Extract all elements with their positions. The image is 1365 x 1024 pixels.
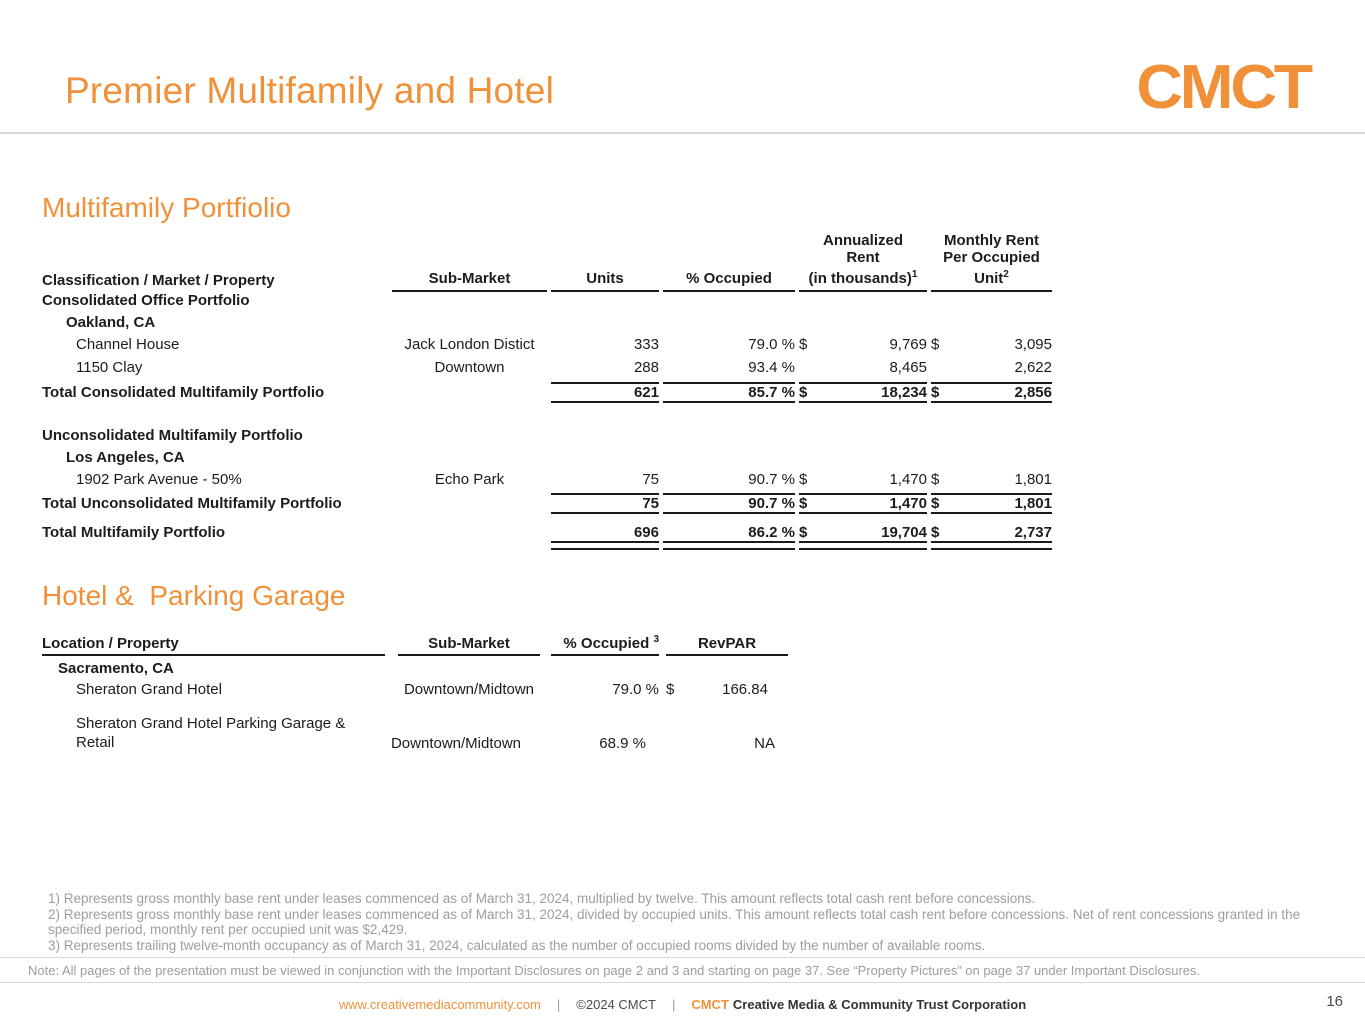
cell-submarket: Downtown/Midtown xyxy=(403,681,535,698)
total-label: Total Consolidated Multifamily Portfolio xyxy=(42,384,325,401)
cell-annualized-rent: $ 18,234 xyxy=(799,384,927,401)
col-occupied: % Occupied xyxy=(663,270,795,292)
footnote-1: 1) Represents gross monthly base rent under leases commenced as of March 31, 2024, multiplied by twelve. This amount reflects total cash rent before concessions. xyxy=(48,891,1036,906)
col-location: Location / Property xyxy=(42,635,385,656)
footnote-ref-3: 3 xyxy=(653,634,659,645)
website-link[interactable]: www.creativemediacommunity.com xyxy=(338,996,541,1012)
cell-submarket: Echo Park xyxy=(434,471,505,488)
multifamily-table xyxy=(42,232,1052,550)
page-title: Premier Multifamily and Hotel xyxy=(65,70,555,111)
footnotes xyxy=(48,891,1330,953)
footer xyxy=(0,988,1365,1020)
cell-occupied: 90.7 % xyxy=(663,493,795,514)
grand-total-row-multifamily xyxy=(42,524,1052,550)
cell-annualized-rent: $ 1,470 xyxy=(799,495,927,512)
cell-annualized-rent: $ 9,769 xyxy=(799,336,927,353)
cell-annualized-rent: $ 19,704 xyxy=(799,524,927,541)
property-name: 1902 Park Avenue - 50% xyxy=(76,471,242,488)
col-revpar: RevPAR xyxy=(666,635,788,656)
copyright-text: ©2024 CMCT xyxy=(576,996,656,1012)
cell-occupied: 85.7 % xyxy=(663,382,795,403)
market-row-los-angeles: Los Angeles, CA xyxy=(66,449,185,466)
table-row-1150-clay xyxy=(42,359,1052,382)
cell-submarket: Downtown/Midtown xyxy=(390,735,522,752)
footnote-2: 2) Represents gross monthly base rent under leases commenced as of March 31, 2024, divided by occupied units. This amount reflects total cash rent before concessions. Net of rent concessions granted in the specified period, monthly rent per occupied unit was $2,429. xyxy=(48,906,1301,937)
total-label: Total Multifamily Portfolio xyxy=(42,524,226,541)
table-row-channel-house xyxy=(42,336,1052,359)
cell-units: 75 xyxy=(551,493,659,514)
cell-occupied: 79.0 % xyxy=(612,681,659,698)
cell-occupied: 93.4 % xyxy=(748,359,795,376)
header-divider xyxy=(0,132,1365,134)
cell-units: 75 xyxy=(642,471,659,488)
multifamily-section-heading: Multifamily Portfiolio xyxy=(42,192,291,223)
cell-monthly-rent: $ 1,801 xyxy=(931,471,1052,488)
footnote-3: 3) Represents trailing twelve-month occupancy as of March 31, 2024, calculated as the number of occupied rooms divided by the number of available rooms. xyxy=(48,937,986,953)
footer-separator: | xyxy=(671,996,676,1012)
col-units: Units xyxy=(551,270,659,292)
cell-monthly-rent: 2,622 xyxy=(1014,359,1052,376)
cell-occupied: 68.9 % xyxy=(599,735,646,752)
multifamily-table-header xyxy=(42,232,1052,292)
cell-annualized-rent: $ 1,470 xyxy=(799,471,927,488)
property-name: Sheraton Grand Hotel Parking Garage & Retail xyxy=(76,715,346,751)
footnote-ref-1: 1 xyxy=(911,269,918,280)
total-row-unconsolidated xyxy=(42,493,1052,518)
col-monthly-rent: Monthly Rent Per Occupied Unit$^2$ xyxy=(931,232,1052,292)
property-name: 1150 Clay xyxy=(76,359,143,376)
page-number: 16 xyxy=(1326,993,1343,1010)
col-occupied: % Occupied $^3$ xyxy=(551,634,659,656)
cell-units: 621 xyxy=(551,382,659,403)
footer-separator: | xyxy=(556,996,561,1012)
cell-revpar: NA xyxy=(754,735,775,752)
table-row-1902-park-avenue xyxy=(42,471,1052,493)
cell-monthly-rent: $ 2,737 xyxy=(931,524,1052,541)
cell-monthly-rent: $ 2,856 xyxy=(931,384,1052,401)
col-submarket: Sub-Market xyxy=(392,270,547,292)
hotel-table xyxy=(42,628,790,752)
group-row-unconsolidated: Unconsolidated Multifamily Portfolio xyxy=(42,427,303,444)
cell-occupied: 86.2 % xyxy=(663,524,795,543)
hotel-table-header xyxy=(42,628,790,656)
cell-units: 333 xyxy=(633,336,659,353)
footer-company-name: Creative Media & Community Trust Corporation xyxy=(732,996,1027,1012)
property-name: Sheraton Grand Hotel xyxy=(76,681,222,698)
group-row-consolidated: Consolidated Office Portfolio xyxy=(42,292,250,309)
cell-occupied: 79.0 % xyxy=(748,336,795,353)
total-row-consolidated xyxy=(42,382,1052,407)
table-row-sheraton-parking-garage xyxy=(42,706,790,752)
market-row-sacramento: Sacramento, CA xyxy=(58,659,174,677)
market-row-oakland: Oakland, CA xyxy=(66,314,156,331)
property-name: Channel House xyxy=(76,336,180,353)
disclosure-note: Note: All pages of the presentation must be viewed in conjunction with the Important Disclosures on page 2 and 3 and starting on page 37. See “Property Pictures” on page 37 under Important Disclosures. xyxy=(0,957,1365,983)
total-label: Total Unconsolidated Multifamily Portfolio xyxy=(42,495,342,512)
cell-units: 696 xyxy=(551,524,659,543)
col-submarket: Sub-Market xyxy=(398,635,540,656)
footnote-ref-2: 2 xyxy=(1003,269,1009,280)
col-classification: Classification / Market / Property xyxy=(42,272,275,289)
cell-monthly-rent: $ 3,095 xyxy=(931,336,1052,353)
footer-brand: CMCT xyxy=(691,996,729,1012)
cell-submarket: Downtown xyxy=(434,359,505,376)
cell-submarket: Jack London Distict xyxy=(404,336,535,353)
cell-annualized-rent: 8,465 xyxy=(889,359,927,376)
cell-revpar: $ 166.84 xyxy=(666,681,768,698)
cell-units: 288 xyxy=(633,359,659,376)
hotel-section-heading: Hotel & Parking Garage xyxy=(42,580,346,611)
col-annualized-rent: Annualized Rent (in thousands)$^1$ xyxy=(799,232,927,292)
cell-monthly-rent: $ 1,801 xyxy=(931,495,1052,512)
table-row-sheraton-hotel xyxy=(42,680,790,706)
cmct-logo: CMCT xyxy=(1136,53,1310,122)
cell-occupied: 90.7 % xyxy=(748,471,795,488)
